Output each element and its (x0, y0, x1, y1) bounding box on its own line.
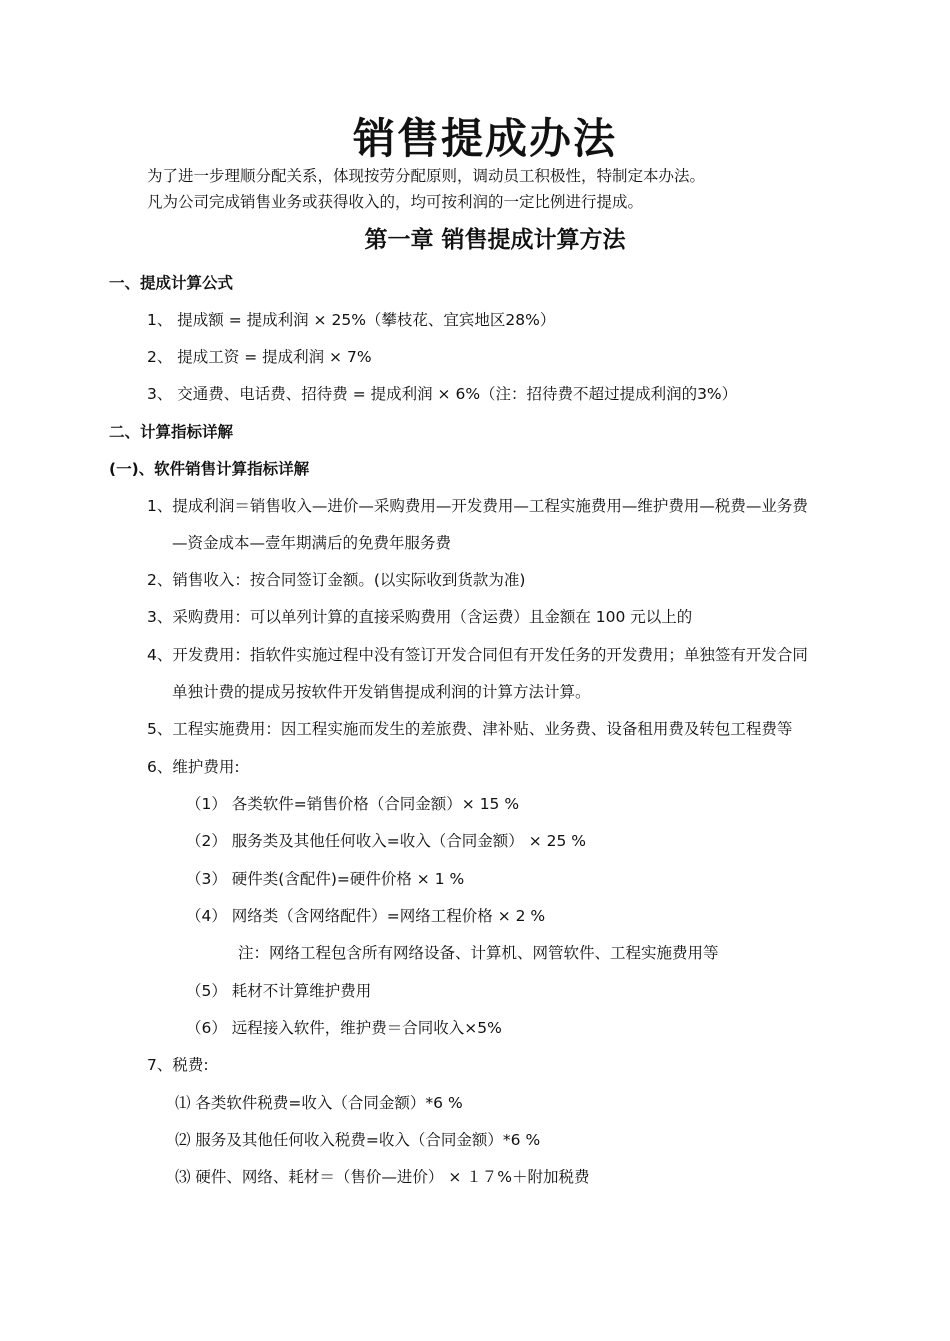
formula-item: 3、 交通费、电话费、招待费 = 提成利润 × 6%（注：招待费不超过提成利润的3%） (147, 385, 738, 403)
tax-heading: 7、税费: (147, 1056, 209, 1074)
indicator-item: 1、提成利润＝销售收入—进价—采购费用—开发费用—工程实施费用—维护费用—税费—业务费 (147, 497, 808, 515)
intro-line-1: 为了进一步理顺分配关系，体现按劳分配原则，调动员工积极性，特制定本办法。 (147, 167, 706, 185)
indicator-item: 5、工程实施费用：因工程实施而发生的差旅费、津补贴、业务费、设备租用费及转包工程费等 (147, 720, 793, 738)
maintenance-item: （5） 耗材不计算维护费用 (186, 982, 372, 1000)
indicator-item: 6、维护费用: (147, 758, 240, 776)
formula-item: 2、 提成工资 = 提成利润 × 7% (147, 348, 372, 366)
indicator-item: 2、销售收入：按合同签订金额。(以实际收到货款为准) (147, 571, 526, 589)
maintenance-item: （4） 网络类（含网络配件）=网络工程价格 × 2 % (186, 907, 546, 925)
maintenance-item: （1） 各类软件=销售价格（合同金额）× 15 % (186, 795, 520, 813)
maintenance-item: （2） 服务类及其他任何收入=收入（合同金额） × 25 % (186, 832, 586, 850)
intro-line-2: 凡为公司完成销售业务或获得收入的，均可按利润的一定比例进行提成。 (147, 193, 644, 211)
indicator-item: 3、采购费用：可以单列计算的直接采购费用（含运费）且金额在 100 元以上的 (147, 608, 693, 626)
chapter-heading: 第一章 销售提成计算方法 (364, 227, 626, 253)
doc-title: 销售提成办法 (352, 114, 617, 163)
indicator-item-continued: —资金成本—壹年期满后的免费年服务费 (172, 534, 452, 552)
tax-item: ⑵ 服务及其他任何收入税费=收入（合同金额）*6 % (175, 1131, 541, 1149)
section-heading-formulas: 一、提成计算公式 (109, 274, 234, 292)
indicator-item-continued: 单独计费的提成另按软件开发销售提成利润的计算方法计算。 (172, 683, 591, 701)
tax-item: ⑶ 硬件、网络、耗材＝（售价—进价） × １７%＋附加税费 (175, 1168, 590, 1186)
formula-item: 1、 提成额 = 提成利润 × 25%（攀枝花、宜宾地区28%） (147, 311, 556, 329)
maintenance-item: （6） 远程接入软件，维护费＝合同收入×5% (186, 1019, 502, 1037)
section-heading-indicators: 二、计算指标详解 (109, 423, 234, 441)
subsection-heading-software: (一)、软件销售计算指标详解 (109, 460, 310, 478)
maintenance-note: 注：网络工程包含所有网络设备、计算机、网管软件、工程实施费用等 (238, 944, 719, 962)
tax-item: ⑴ 各类软件税费=收入（合同金额）*6 % (175, 1094, 463, 1112)
maintenance-item: （3） 硬件类(含配件)=硬件价格 × 1 % (186, 870, 465, 888)
indicator-item: 4、开发费用：指软件实施过程中没有签订开发合同但有开发任务的开发费用；单独签有开发合同 (147, 646, 808, 664)
